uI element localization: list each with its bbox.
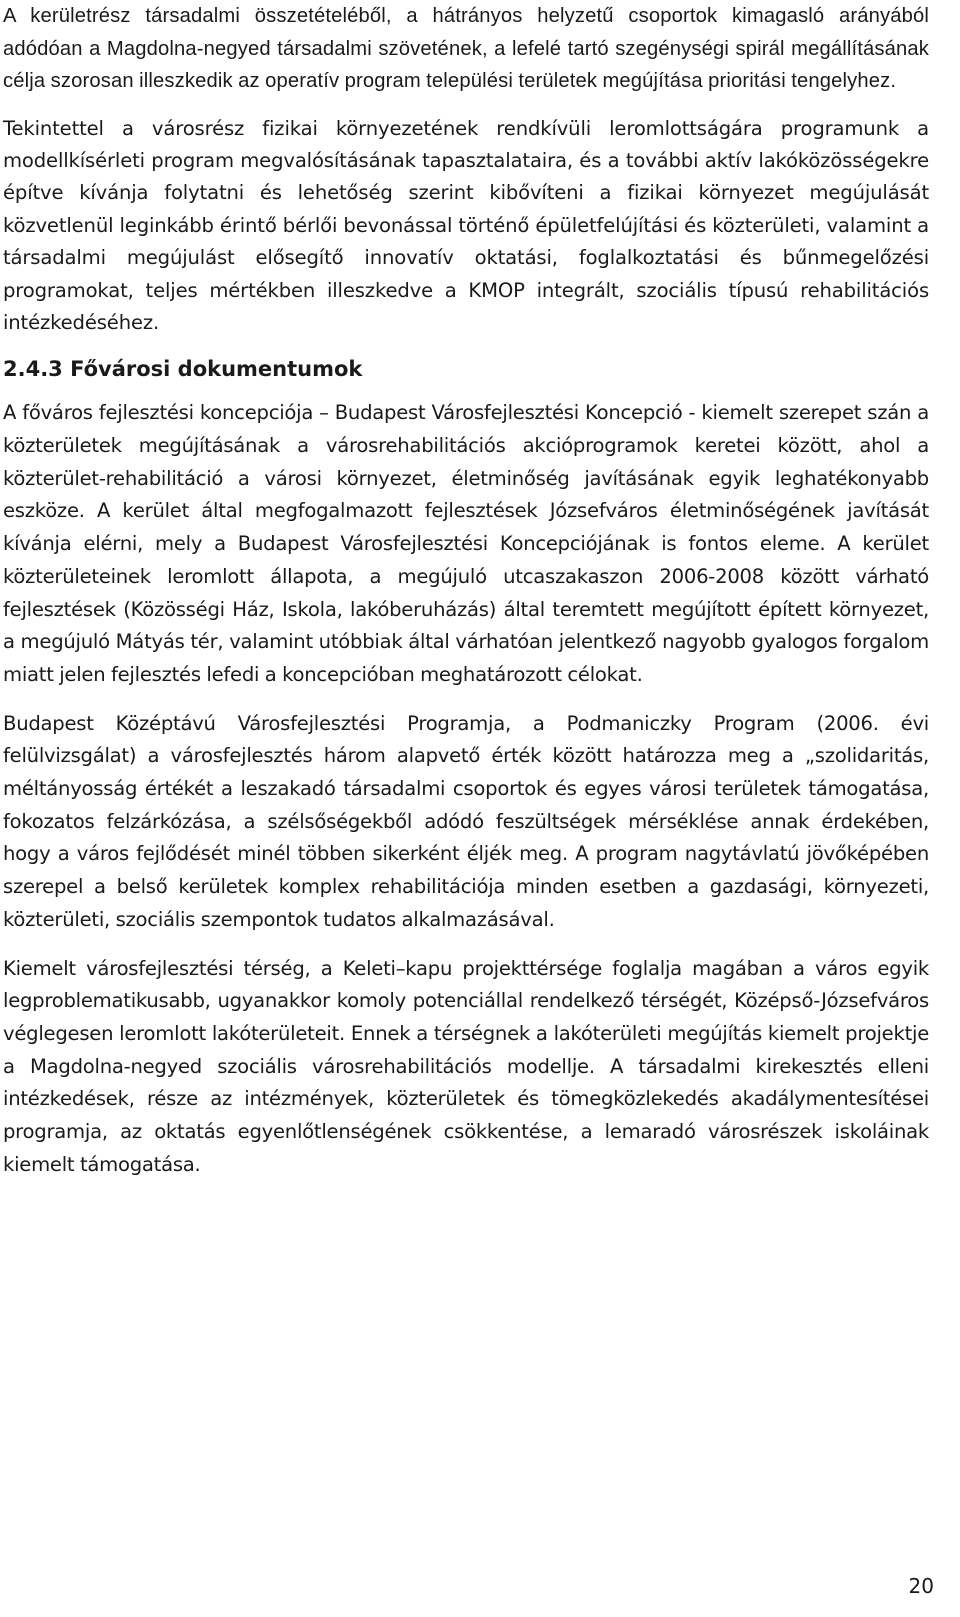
page-number: 20 [908, 1574, 934, 1598]
section-heading: 2.4.3 Fővárosi dokumentumok [3, 357, 363, 382]
document-page [3, 0, 929, 1182]
paragraph-physical-environment: Tekintettel a városrész fizikai környezetének rendkívüli leromlottságára programunk a modellkísérleti program megvalósításának tapasztalataira, és a további aktív lakóközösségekre építve kívánja folytatni és lehetőség szerint kibővíteni a fizikai környezet megújulását közvetlenül leginkább érintő bérlői bevonással történő épületfelújítási és közterületi, valamint a társadalmi megújulást elősegítő innovatív oktatási, foglalkoztatási és bűnmegelőzési programokat, teljes mértékben illeszkedve a KMOP integrált, szociális típusú rehabilitációs intézkedéséhez. [3, 116, 929, 334]
paragraph-keleti-kapu: Kiemelt városfejlesztési térség, a Keleti–kapu projekttérsége foglalja magában a város egyik legproblematikusabb, ugyanakkor komoly potenciállal rendelkező térségét, Középső-Józsefváros véglegesen leromlott lakóterületeit. Ennek a térségnek a lakóterületi megújítás kiemelt projektje a Magdolna-negyed szociális városrehabilitációs modellje. A társadalmi kirekesztés elleni intézkedések, része az intézmények, közterületek és tömegközlekedés akadálymentesítései programja, az oktatás egyenlőtlenségének csökkentése, a lemaradó városrészek iskoláinak kiemelt támogatása. [3, 956, 929, 1176]
paragraph-intro: A kerületrész társadalmi összetételéből, a hátrányos helyzetű csoportok kimagasló arányából adódóan a Magdolna-negyed társadalmi szövetének, a lefelé tartó szegénységi spirál megállításának célja szorosan illeszkedik az operatív program települési területek megújítása prioritási tengelyhez. [3, 5, 929, 92]
paragraph-city-concept: A főváros fejlesztési koncepciója – Budapest Városfejlesztési Koncepció - kiemelt szerepet szán a közterületek megújításának a városrehabilitációs akcióprogramok keretei között, ahol a közterület-rehabilitáció a városi környezet, életminőség javításának egyik leghatékonyabb eszköze. A kerület által megfogalmazott fejlesztések Józsefváros életminőségének javítását kívánja elérni, mely a Budapest Városfejlesztési Koncepciójának is fontos eleme. A kerület közterületeinek leromlott állapota, a megújuló utcaszakaszon 2006-2008 között várható fejlesztések (Közösségi Ház, Iskola, lakóberuházás) által teremtett megújított épített környezet, a megújuló Mátyás tér, valamint utóbbiak által várhatóan jelentkező nagyobb gyalogos forgalom miatt jelen fejlesztés lefedi a koncepcióban meghatározott célokat. [3, 401, 929, 686]
paragraph-podmaniczky-program: Budapest Középtávú Városfejlesztési Programja, a Podmaniczky Program (2006. évi felülvizsgálat) a városfejlesztés három alapvető érték között határozza meg a „szolidaritás, méltányosság értékét a leszakadó társadalmi csoportok és egyes városi területek támogatása, fokozatos felzárkózása, a szélsőségekből adódó feszültségek mérséklése annak érdekében, hogy a város fejlődését minél többen sikerként éljék meg. A program nagytávlatú jövőképében szerepel a belső kerületek komplex rehabilitációja minden esetben a gazdasági, környezeti, közterületi, szociális szempontok tudatos alkalmazásával. [3, 711, 929, 931]
